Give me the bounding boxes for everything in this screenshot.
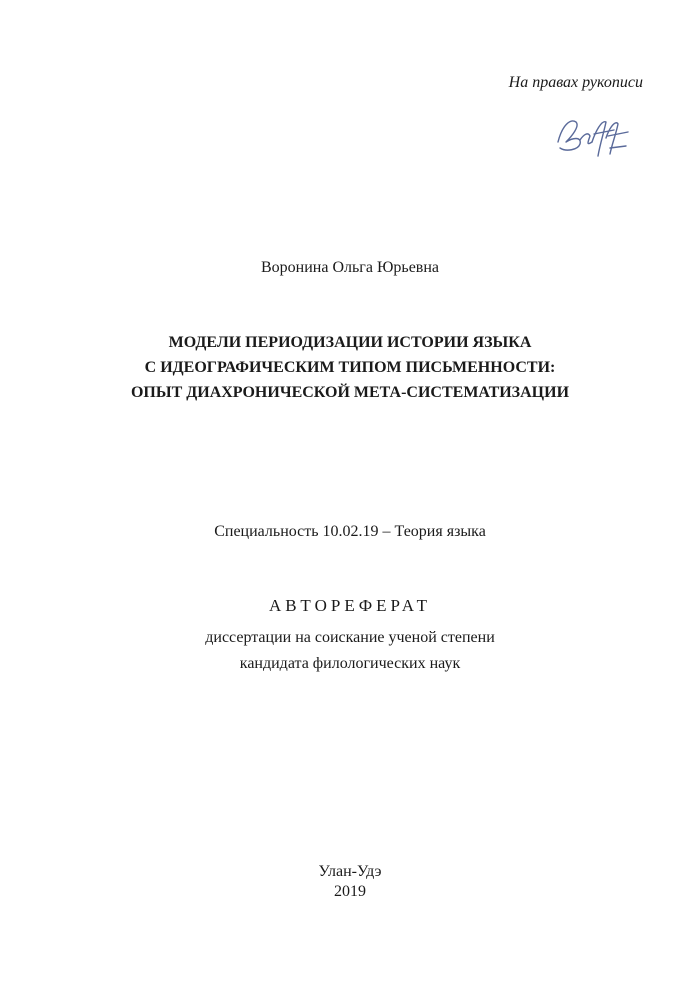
document-type: АВТОРЕФЕРАТ (269, 596, 431, 615)
manuscript-notice: На правах рукописи (508, 74, 643, 91)
speciality: Специальность 10.02.19 – Теория языка (214, 523, 486, 540)
dissertation-title (0, 330, 700, 405)
imprint (0, 862, 700, 902)
title-line: С ИДЕОГРАФИЧЕСКИМ ТИПОМ ПИСЬМЕННОСТИ: (144, 359, 556, 376)
degree-line: диссертации на соискание ученой степени (205, 629, 495, 646)
signature-icon (552, 112, 632, 160)
author-name: Воронина Ольга Юрьевна (260, 259, 440, 276)
title-line: ОПЫТ ДИАХРОНИЧЕСКОЙ МЕТА-СИСТЕМАТИЗАЦИИ (130, 384, 570, 401)
degree-statement (0, 625, 700, 677)
title-line: МОДЕЛИ ПЕРИОДИЗАЦИИ ИСТОРИИ ЯЗЫКА (168, 334, 532, 351)
degree-line: кандидата филологических наук (239, 655, 461, 672)
imprint-city: Улан-Удэ (318, 863, 382, 880)
imprint-year: 2019 (334, 883, 366, 900)
